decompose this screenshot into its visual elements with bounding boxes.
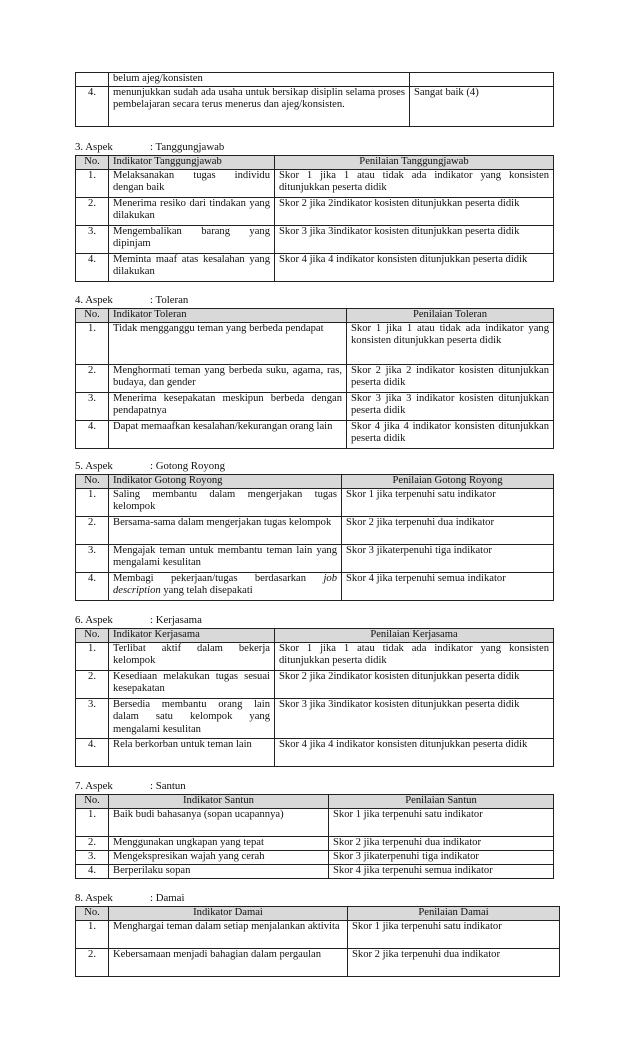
header-penilaian: Penilaian Kerjasama — [275, 629, 554, 643]
toleran-table — [75, 308, 554, 449]
gotong-royong-table — [75, 474, 554, 601]
tanggungjawab-table — [75, 155, 554, 282]
table-row — [76, 671, 554, 699]
penilaian-cell: Skor 2 jika 2indikator kosisten ditunjukkan peserta didik — [275, 671, 554, 699]
row-number: 1. — [76, 170, 109, 198]
section-title — [75, 460, 225, 472]
penilaian-cell: Skor 1 jika terpenuhi satu indikator — [342, 489, 554, 517]
row-number: 4. — [76, 573, 109, 601]
header-indikator: Indikator Gotong Royong — [109, 475, 342, 489]
header-indikator: Indikator Toleran — [109, 309, 347, 323]
penilaian-cell: Skor 1 jika terpenuhi satu indikator — [329, 809, 554, 837]
row-number: 1. — [76, 921, 109, 949]
indikator-cell — [109, 573, 342, 601]
penilaian-cell: Skor 4 jika terpenuhi semua indikator — [342, 573, 554, 601]
header-indikator: Indikator Damai — [109, 907, 348, 921]
penilaian-cell: Skor 4 jika 4 indikator konsisten ditunjukkan peserta didik — [347, 421, 554, 449]
row-number: 3. — [76, 545, 109, 573]
indikator-cell: Rela berkorban untuk teman lain — [109, 739, 275, 767]
table-header — [76, 629, 554, 643]
header-indikator: Indikator Kerjasama — [109, 629, 275, 643]
section-title — [75, 614, 202, 626]
aspek-name: : Tanggungjawab — [150, 141, 225, 153]
header-penilaian: Penilaian Toleran — [347, 309, 554, 323]
table-row — [76, 865, 554, 879]
aspek-label: 5. Aspek — [75, 460, 113, 472]
row-number: 4. — [76, 739, 109, 767]
aspek-name: : Damai — [150, 892, 185, 904]
row-number: 2. — [76, 949, 109, 977]
santun-table — [75, 794, 554, 879]
indikator-cell: Kesediaan melakukan tugas sesuai kesepakatan — [109, 671, 275, 699]
penilaian-cell: Skor 3 jikaterpenuhi tiga indikator — [329, 851, 554, 865]
aspek-label: 6. Aspek — [75, 614, 113, 626]
indikator-text: Membagi pekerjaan/tugas berdasarkan — [113, 573, 324, 584]
indikator-cell: Menggunakan ungkapan yang tepat — [109, 837, 329, 851]
penilaian-cell: Skor 1 jika 1 atau tidak ada indikator yang konsisten ditunjukkan peserta didik — [275, 170, 554, 198]
indikator-cell: Menghargai teman dalam setiap menjalankan aktivita — [109, 921, 348, 949]
row-number: 1. — [76, 809, 109, 837]
indikator-cell: Baik budi bahasanya (sopan ucapannya) — [109, 809, 329, 837]
penilaian-cell: Skor 3 jika 3indikator kosisten ditunjukkan peserta didik — [275, 226, 554, 254]
table-header — [76, 309, 554, 323]
indikator-text: yang telah disepakati — [160, 585, 253, 597]
indikator-cell: Berperilaku sopan — [109, 865, 329, 879]
row-number — [76, 73, 109, 87]
table-header — [76, 907, 560, 921]
indikator-cell: Bersedia membantu orang lain dalam satu kelompok yang mengalami kesulitan — [109, 699, 275, 739]
header-no: No. — [76, 475, 109, 489]
aspek-label: 8. Aspek — [75, 892, 113, 904]
header-penilaian: Penilaian Tanggungjawab — [275, 156, 554, 170]
header-penilaian: Penilaian Damai — [348, 907, 560, 921]
penilaian-cell: Sangat baik (4) — [410, 87, 554, 127]
indikator-cell: Menghormati teman yang berbeda suku, agama, ras, budaya, dan gender — [109, 365, 347, 393]
damai-table — [75, 906, 560, 977]
aspek-name: : Toleran — [150, 294, 189, 306]
penilaian-cell: Skor 1 jika terpenuhi satu indikator — [348, 921, 560, 949]
aspek-name: : Santun — [150, 780, 186, 792]
header-no: No. — [76, 907, 109, 921]
row-number: 4. — [76, 87, 109, 127]
row-number: 2. — [76, 365, 109, 393]
penilaian-cell: Skor 4 jika terpenuhi semua indikator — [329, 865, 554, 879]
penilaian-cell: Skor 2 jika 2 indikator kosisten ditunjukkan peserta didik — [347, 365, 554, 393]
table-row — [76, 699, 554, 739]
aspek-name: : Gotong Royong — [150, 460, 225, 472]
row-number: 2. — [76, 671, 109, 699]
table-row — [76, 921, 560, 949]
table-row — [76, 517, 554, 545]
table-row — [76, 949, 560, 977]
header-penilaian: Penilaian Santun — [329, 795, 554, 809]
indikator-cell: Mengekspresikan wajah yang cerah — [109, 851, 329, 865]
row-number: 3. — [76, 851, 109, 865]
penilaian-cell: Skor 3 jika 3 indikator kosisten ditunjukkan peserta didik — [347, 393, 554, 421]
penilaian-cell: Skor 4 jika 4 indikator konsisten ditunjukkan peserta didik — [275, 254, 554, 282]
penilaian-cell: Skor 2 jika terpenuhi dua indikator — [329, 837, 554, 851]
row-number: 2. — [76, 198, 109, 226]
aspek-name: : Kerjasama — [150, 614, 202, 626]
table-row — [76, 73, 554, 87]
table-row — [76, 809, 554, 837]
table-row — [76, 643, 554, 671]
penilaian-cell: Skor 3 jika 3indikator kosisten ditunjukkan peserta didik — [275, 699, 554, 739]
table-row — [76, 87, 554, 127]
penilaian-cell: Skor 4 jika 4 indikator konsisten ditunjukkan peserta didik — [275, 739, 554, 767]
indikator-cell: Mengajak teman untuk membantu teman lain yang mengalami kesulitan — [109, 545, 342, 573]
indikator-cell: Meminta maaf atas kesalahan yang dilakukan — [109, 254, 275, 282]
kerjasama-table — [75, 628, 554, 767]
indikator-cell: Dapat memaafkan kesalahan/kekurangan orang lain — [109, 421, 347, 449]
penilaian-cell: Skor 3 jikaterpenuhi tiga indikator — [342, 545, 554, 573]
table-header — [76, 156, 554, 170]
header-no: No. — [76, 156, 109, 170]
row-number: 3. — [76, 699, 109, 739]
aspek-label: 3. Aspek — [75, 141, 113, 153]
disiplin-table-continued — [75, 72, 554, 127]
table-row — [76, 170, 554, 198]
row-number: 3. — [76, 393, 109, 421]
table-row — [76, 489, 554, 517]
indikator-cell: Bersama-sama dalam mengerjakan tugas kelompok — [109, 517, 342, 545]
row-number: 1. — [76, 643, 109, 671]
row-number: 2. — [76, 517, 109, 545]
table-row — [76, 323, 554, 365]
penilaian-cell — [410, 73, 554, 87]
indikator-cell: Saling membantu dalam mengerjakan tugas kelompok — [109, 489, 342, 517]
aspek-label: 7. Aspek — [75, 780, 113, 792]
table-header — [76, 795, 554, 809]
indikator-cell: Terlibat aktif dalam bekerja kelompok — [109, 643, 275, 671]
table-row — [76, 226, 554, 254]
table-row — [76, 421, 554, 449]
table-row — [76, 254, 554, 282]
indikator-cell: menunjukkan sudah ada usaha untuk bersikap disiplin selama proses pembelajaran secara terus menerus dan ajeg/konsisten. — [109, 87, 410, 127]
header-penilaian: Penilaian Gotong Royong — [342, 475, 554, 489]
header-no: No. — [76, 629, 109, 643]
section-title — [75, 892, 184, 904]
row-number: 4. — [76, 421, 109, 449]
header-indikator: Indikator Tanggungjawab — [109, 156, 275, 170]
aspek-label: 4. Aspek — [75, 294, 113, 306]
indikator-cell: Tidak mengganggu teman yang berbeda pendapat — [109, 323, 347, 365]
row-number: 1. — [76, 489, 109, 517]
table-row — [76, 365, 554, 393]
header-no: No. — [76, 309, 109, 323]
table-row — [76, 739, 554, 767]
indikator-cell: Kebersamaan menjadi bahagian dalam pergaulan — [109, 949, 348, 977]
table-row — [76, 198, 554, 226]
row-number: 4. — [76, 865, 109, 879]
indikator-cell: Mengembalikan barang yang dipinjam — [109, 226, 275, 254]
penilaian-cell: Skor 2 jika terpenuhi dua indikator — [348, 949, 560, 977]
table-row — [76, 573, 554, 601]
header-no: No. — [76, 795, 109, 809]
indikator-cell: Melaksanakan tugas individu dengan baik — [109, 170, 275, 198]
table-header — [76, 475, 554, 489]
row-number: 4. — [76, 254, 109, 282]
indikator-cell: belum ajeg/konsisten — [109, 73, 410, 87]
penilaian-cell: Skor 2 jika 2indikator kosisten ditunjukkan peserta didik — [275, 198, 554, 226]
table-row — [76, 545, 554, 573]
row-number: 3. — [76, 226, 109, 254]
section-title — [75, 294, 188, 306]
table-row — [76, 393, 554, 421]
row-number: 2. — [76, 837, 109, 851]
penilaian-cell: Skor 1 jika 1 atau tidak ada indikator yang konsisten ditunjukkan peserta didik — [347, 323, 554, 365]
table-row — [76, 837, 554, 851]
penilaian-cell: Skor 1 jika 1 atau tidak ada indikator yang konsisten ditunjukkan peserta didik — [275, 643, 554, 671]
indikator-cell: Menerima kesepakatan meskipun berbeda dengan pendapatnya — [109, 393, 347, 421]
penilaian-cell: Skor 2 jika terpenuhi dua indikator — [342, 517, 554, 545]
indikator-cell: Menerima resiko dari tindakan yang dilakukan — [109, 198, 275, 226]
indikator-italic-term: job description — [113, 573, 337, 597]
header-indikator: Indikator Santun — [109, 795, 329, 809]
row-number: 1. — [76, 323, 109, 365]
section-title — [75, 141, 224, 153]
table-row — [76, 851, 554, 865]
section-title — [75, 780, 186, 792]
